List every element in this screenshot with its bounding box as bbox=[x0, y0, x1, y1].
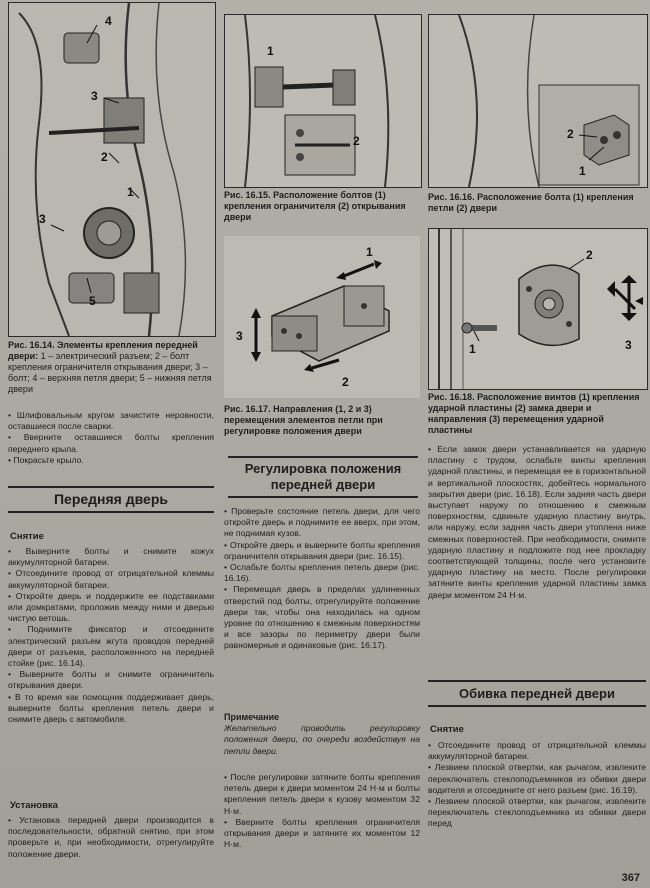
right-column bbox=[428, 0, 646, 888]
callout-1: 1 bbox=[366, 245, 373, 259]
adjust-bullet-2: • Откройте дверь и выверните болты крепления ограничителя открывания двери (рис. 16.15). bbox=[224, 539, 420, 561]
door-check-drawing bbox=[225, 15, 421, 187]
section-front-door-title: Передняя дверь bbox=[8, 486, 214, 513]
removal-bullets bbox=[8, 546, 214, 725]
middle-column bbox=[224, 0, 420, 888]
section-title-line-2: передней двери bbox=[270, 477, 376, 492]
figure-16-14-caption: Рис. 16.14. Элементы крепления передней двери: 1 – электрический разъем; 2 – болт крепления ограничителя открывания двери; 3 – болт; 4 – верхняя петля двери; 5 – нижняя петля двери bbox=[8, 340, 212, 394]
removal-bullet-5: • Выверните болты и снимите ограничитель открывания двери. bbox=[8, 669, 214, 691]
section-title-line-1: Регулировка положения bbox=[244, 461, 402, 476]
removal-bullet-2: • Отсоедините провод от отрицательной клеммы аккумуляторной батареи. bbox=[8, 568, 214, 590]
removal-bullet-4: • Поднимите фиксатор и отсоедините электрический разъем жгута проводов передней двери от разъема, расположенного на передней стойке (рис. 16.14). bbox=[8, 624, 214, 669]
trim-removal-bullets bbox=[428, 740, 646, 830]
section-adjustment-title bbox=[228, 456, 418, 498]
intro-bullet-1: • Шлифовальным кругом зачистите неровности, оставшиеся после сварки. bbox=[8, 410, 214, 432]
adjust-bullet-6: • Вверните болты крепления ограничителя открывания двери и затяните их моментом 12 Н·м. bbox=[224, 816, 420, 850]
note-block bbox=[224, 712, 420, 757]
adjustment-bullets bbox=[224, 506, 420, 652]
figure-16-16-image bbox=[428, 14, 648, 188]
hinge-bolt-drawing bbox=[429, 15, 647, 187]
striker-adjust-text: • Если замок двери устанавливается на ударную пластину с трудом, ослабьте винты крепления ударной пластины, и перемещая ее в горизонтальной и вертикальной плоскостях, добейтесь нормального закрытия двери (рис. 16.18). Если задняя часть двери выступает наружу по отношению к смежным поверхностям, сдвиньте ударную пластину внутрь, или наружу, если задняя часть двери утоплена ниже смежных поверхностей. При необходимости, снимите ударную пластину и подложите под нее прокладку соответствующей толщины, после чего установите ударную пластину на место. После регулировки затяните винты крепления ударной пластины замка двери моментом 24 Н·м. bbox=[428, 444, 646, 600]
callout-3: 3 bbox=[625, 338, 632, 352]
removal-subtitle: Снятие bbox=[10, 531, 44, 542]
trim-bullet-3: • Лезвием плоской отвертки, как рычагом, извлеките переключатель стеклоподъемника из обивки двери перед bbox=[428, 796, 646, 829]
intro-bullets bbox=[8, 410, 214, 466]
callout-1: 1 bbox=[127, 185, 134, 199]
callout-3b: 3 bbox=[39, 212, 46, 226]
callout-1: 1 bbox=[579, 164, 586, 178]
figure-16-15-caption: Рис. 16.15. Расположение болтов (1) крепления ограничителя (2) открывания двери bbox=[224, 190, 406, 222]
intro-bullet-3: • Покрасьте крыло. bbox=[8, 454, 84, 465]
callout-1: 1 bbox=[267, 44, 274, 58]
figure-16-14-image bbox=[8, 2, 216, 337]
removal-bullet-3: • Откройте дверь и поддержите ее подставками или домкратами, проложив между ними и дверью чистую ветошь. bbox=[8, 590, 214, 624]
adjust-bullet-1: • Проверьте состояние петель двери, для чего откройте дверь и поднимите ее вверх, при этом, не поднимая кузов. bbox=[224, 506, 420, 539]
callout-1: 1 bbox=[469, 342, 476, 356]
adjust-bullet-3: • Ослабьте болты крепления петель двери (рис. 16.16). bbox=[224, 562, 420, 584]
figure-16-17-caption: Рис. 16.17. Направления (1, 2 и 3) перемещения элементов петли при регулировке положения двери bbox=[224, 404, 383, 436]
callout-3: 3 bbox=[236, 329, 243, 343]
door-mount-drawing bbox=[9, 3, 215, 336]
install-subtitle: Установка bbox=[10, 800, 58, 811]
figure-16-18-image bbox=[428, 228, 648, 390]
note-text: Желательно проводить регулировку положения двери, по очереди воздействуя на петли двери. bbox=[224, 723, 420, 756]
callout-2: 2 bbox=[586, 248, 593, 262]
figure-16-17-image bbox=[224, 236, 420, 398]
callout-3: 3 bbox=[91, 89, 98, 103]
callout-2: 2 bbox=[342, 375, 349, 389]
removal-bullet-1: • Выверните болты и снимите кожух аккумуляторной батареи. bbox=[8, 546, 214, 568]
callout-2: 2 bbox=[567, 127, 574, 141]
callout-2: 2 bbox=[353, 134, 360, 148]
note-title: Примечание bbox=[224, 712, 280, 722]
page-number: 367 bbox=[621, 872, 640, 884]
adjust-bullet-4: • Перемещая дверь в пределах удлиненных отверстий под болты, отрегулируйте положение двери так, чтобы она находилась на одном уровне по отношению к смежным поверхностям и все зазоры по периметру двери были равномерные и одинаковые (рис. 16.17). bbox=[224, 584, 420, 651]
figure-16-16-caption: Рис. 16.16. Расположение болта (1) крепления петли (2) двери bbox=[428, 192, 634, 213]
install-text: • Установка передней двери производится в последовательности, обратной снятию, при этом проверьте и, при необходимости, отрегулируйте положение двери. bbox=[8, 815, 214, 859]
callout-2: 2 bbox=[101, 150, 108, 164]
callout-5: 5 bbox=[89, 294, 96, 308]
trim-bullet-1: • Отсоедините провод от отрицательной клеммы аккумуляторной батареи. bbox=[428, 740, 646, 762]
trim-bullet-2: • Лезвием плоской отвертки, как рычагом, извлеките переключатель стеклоподъемников из обивки двери водителя и отсоедините от него разъем (рис. 16.19). bbox=[428, 762, 646, 795]
callout-4: 4 bbox=[105, 14, 112, 28]
section-door-trim-title: Обивка передней двери bbox=[428, 680, 646, 707]
adjustment-bullets-2 bbox=[224, 772, 420, 850]
removal-bullet-6: • В то время как помощник поддерживает дверь, выверните болты крепления петель двери и снимите дверь с автомобиля. bbox=[8, 691, 214, 725]
hinge-adjust-drawing bbox=[224, 236, 420, 398]
adjust-bullet-5: • После регулировки затяните болты крепления петель двери к двери моментом 24 Н·м и болты крепления петель двери к кузову моментом 32 Н·м. bbox=[224, 772, 420, 816]
figure-16-15-image bbox=[224, 14, 422, 188]
striker-plate-drawing bbox=[429, 229, 647, 389]
trim-removal-subtitle: Снятие bbox=[430, 724, 464, 735]
figure-16-18-caption: Рис. 16.18. Расположение винтов (1) крепления ударной пластины (2) замка двери и направления (3) перемещения ударной пластины bbox=[428, 392, 640, 435]
left-column bbox=[4, 0, 214, 888]
intro-bullet-2: • Вверните оставшиеся болты крепления переднего крыла. bbox=[8, 432, 214, 454]
